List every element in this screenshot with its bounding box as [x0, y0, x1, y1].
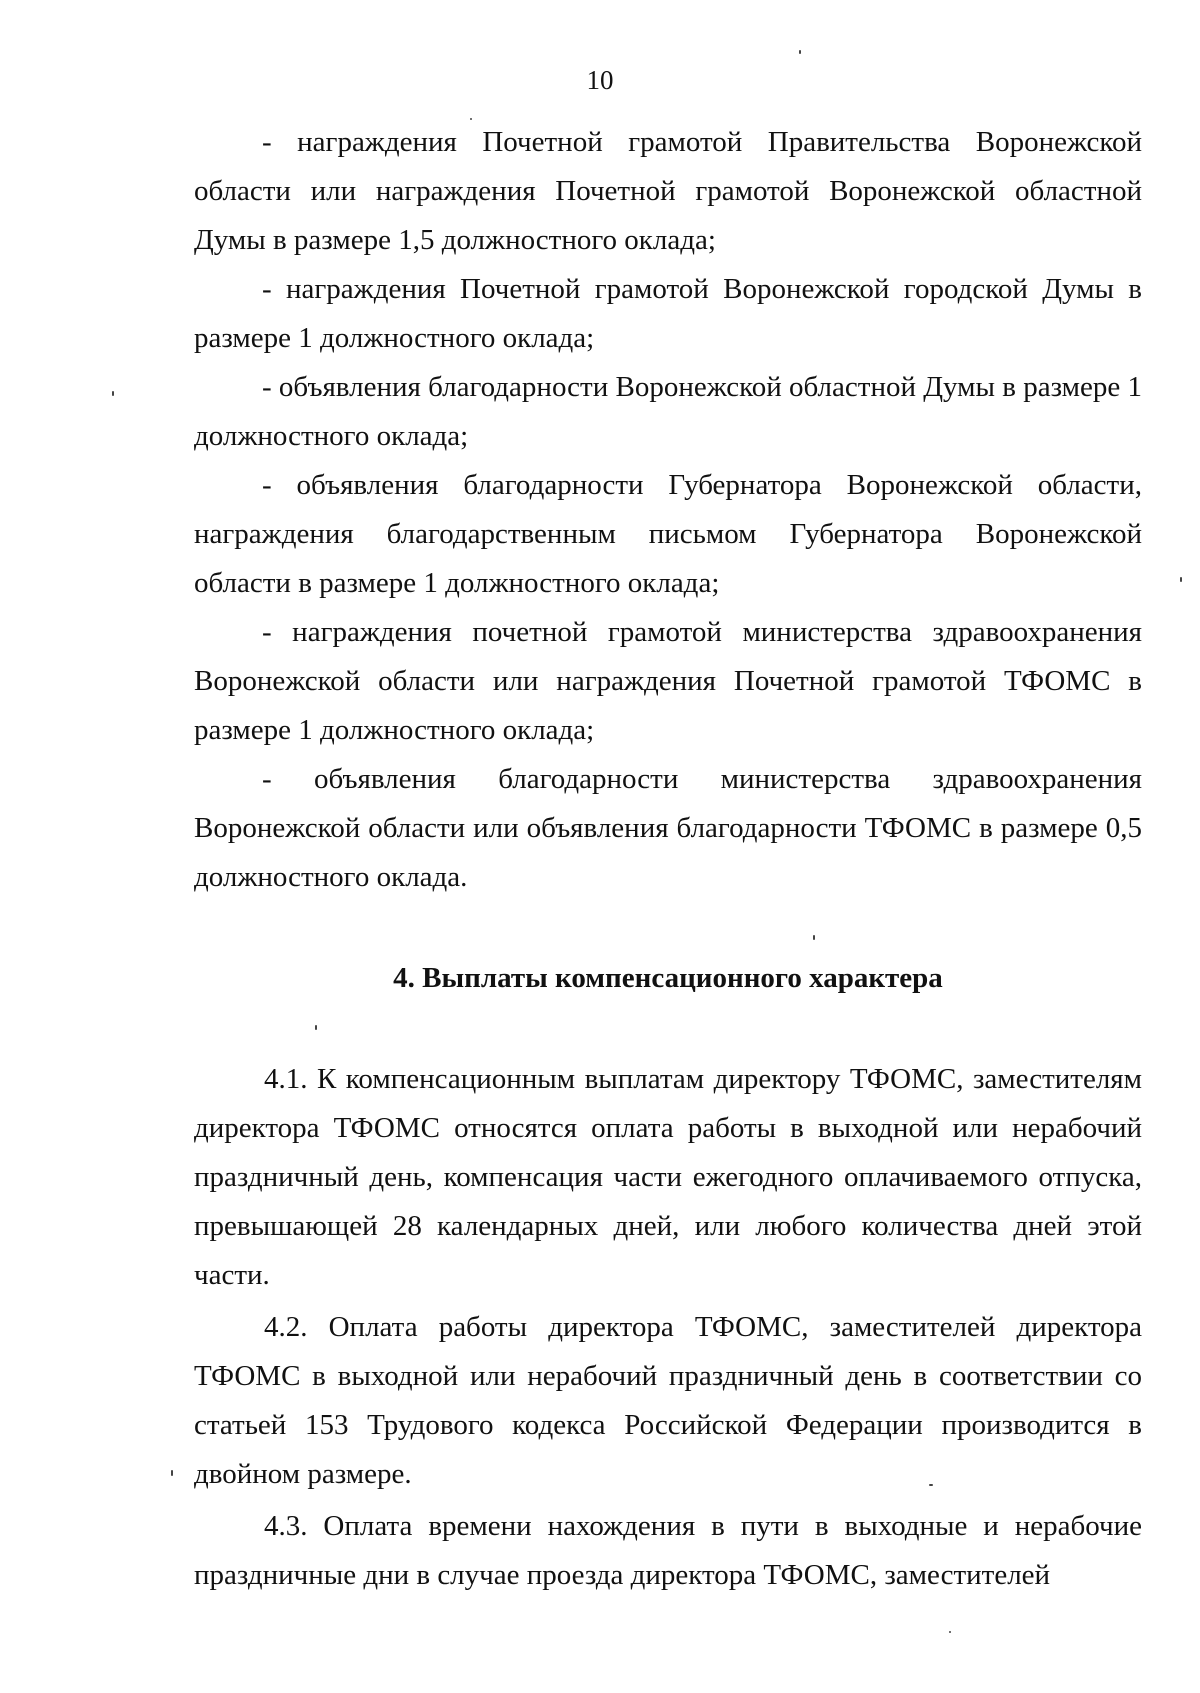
scan-speck [470, 118, 472, 120]
section-heading: 4. Выплаты компенсационного характера [393, 962, 943, 994]
list-item: - объявления благодарности Губернатора Воронежской области, награждения благодарственным письмом Губернатора Воронежской области в размере 1 должностного оклада; [194, 469, 1142, 599]
list-item: - награждения почетной грамотой министерства здравоохранения Воронежской области или награждения Почетной грамотой ТФОМС в размере 1 должностного оклада; [194, 616, 1142, 746]
list-item: - объявления благодарности министерства здравоохранения Воронежской области или объявления благодарности ТФОМС в размере 0,5 должностного оклада. [194, 763, 1142, 893]
scan-speck [949, 1631, 951, 1633]
scan-speck [1180, 577, 1182, 582]
section-paragraph: 4.3. Оплата времени нахождения в пути в выходные и нерабочие праздничные дни в случае проезда директора ТФОМС, заместителей [194, 1510, 1142, 1591]
list-item: - объявления благодарности Воронежской областной Думы в размере 1 должностного оклада; [194, 371, 1142, 452]
scan-speck [929, 1484, 933, 1486]
scan-speck [171, 1470, 173, 1476]
scan-speck [799, 50, 801, 54]
scan-speck [112, 391, 114, 396]
list-item: - награждения Почетной грамотой Воронежской городской Думы в размере 1 должностного оклада; [194, 273, 1142, 354]
page-number: 10 [586, 65, 614, 95]
scan-speck [813, 935, 815, 940]
section-paragraph: 4.1. К компенсационным выплатам директору ТФОМС, заместителям директора ТФОМС относятся оплата работы в выходной или нерабочий праздничный день, компенсация части ежегодного оплачиваемого отпуска, превышающей 28 календарных дней, или любого количества дней этой части. [194, 1063, 1142, 1291]
section-paragraph: 4.2. Оплата работы директора ТФОМС, заместителей директора ТФОМС в выходной или нерабочий праздничный день в соответствии со статьей 153 Трудового кодекса Российской Федерации производится в двойном размере. [194, 1311, 1142, 1490]
list-item: - награждения Почетной грамотой Правительства Воронежской области или награждения Почетной грамотой Воронежской областной Думы в размере 1,5 должностного оклада; [194, 126, 1142, 256]
document-body [194, 118, 1142, 1600]
scan-speck [315, 1025, 317, 1030]
